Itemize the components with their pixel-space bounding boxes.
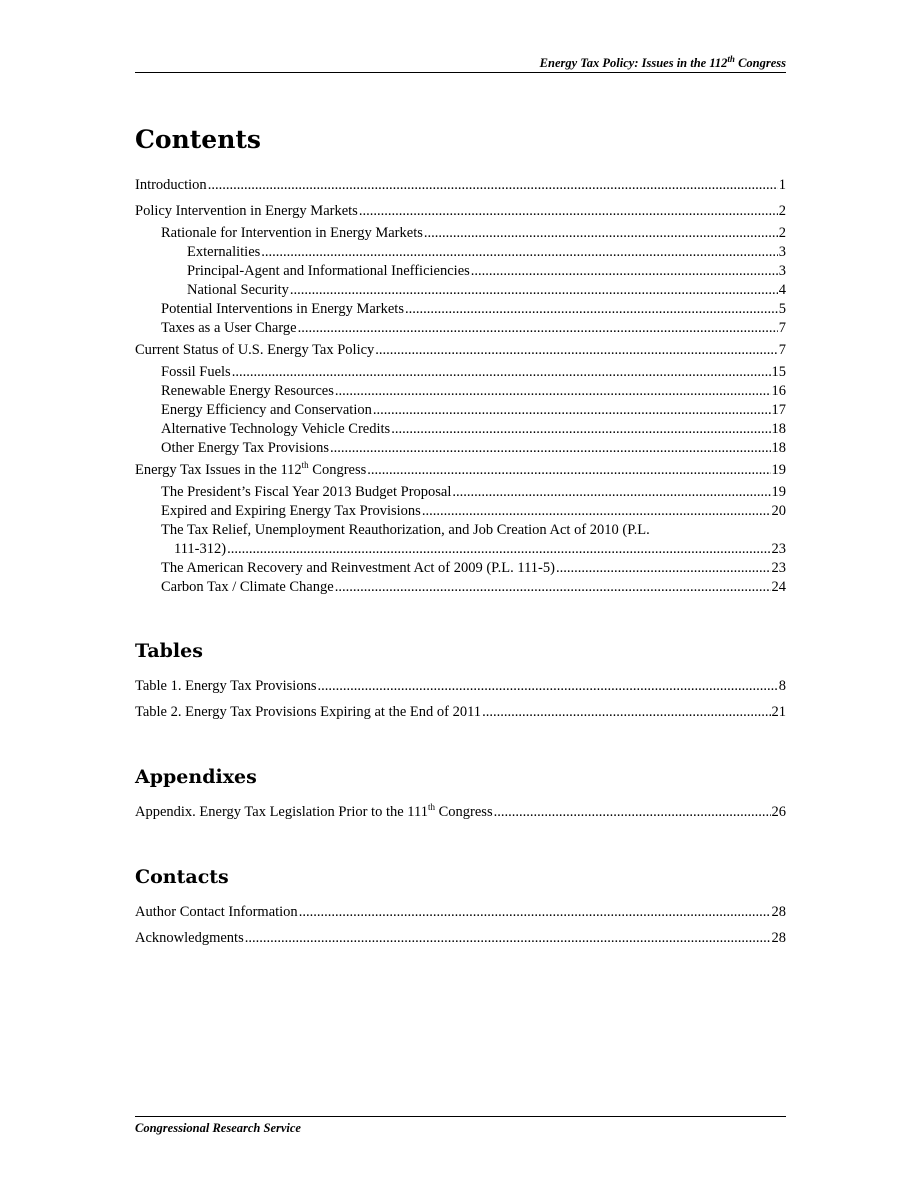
dot-leader [375,341,777,360]
toc-entry[interactable] [135,803,786,822]
toc-entry[interactable] [135,461,786,480]
toc-entry-page: 28 [771,930,786,946]
dot-leader [317,677,777,696]
header-rule [135,72,786,73]
toc-entry-page: 5 [778,301,786,317]
running-header-title: Energy Tax Policy: Issues in the 112 [539,56,728,70]
toc-entry-title: The Tax Relief, Unemployment Reauthorization, and Job Creation Act of 2010 (P.L. [161,522,650,538]
toc-entry[interactable] [135,176,786,195]
dot-leader [335,578,771,597]
dot-leader [471,262,778,281]
running-header [135,53,786,71]
toc-entry[interactable] [161,319,786,338]
toc-entry[interactable] [135,903,786,922]
dot-leader [482,703,770,722]
toc-entry-page: 1 [778,177,786,193]
dot-leader [359,202,778,221]
toc-entry-superscript: th [301,460,309,471]
toc-entry-title-continued: 111-312) [174,541,227,557]
toc-entry-page: 17 [771,402,786,418]
toc-entry[interactable] [135,202,786,221]
toc-entry-title: The American Recovery and Reinvestment Act of 2009 (P.L. 111-5) [161,560,555,576]
dot-leader [373,401,771,420]
toc-entry[interactable] [161,363,786,382]
toc-entry[interactable] [161,382,786,401]
toc-entry-title-end: Congress [308,462,367,478]
toc-entry[interactable] [187,243,786,262]
toc-entry-page: 7 [778,320,786,336]
dot-leader [299,903,771,922]
footer-rule [135,1116,786,1117]
toc-entry-title: Table 2. Energy Tax Provisions Expiring at the End of 2011 [135,704,482,720]
toc-entry-title: Other Energy Tax Provisions [161,440,330,456]
toc-entry-title: Renewable Energy Resources [161,383,334,399]
tables-heading: Tables [135,640,203,662]
toc-entry[interactable] [161,439,786,458]
tables-list [135,677,786,722]
toc-entry-title: Introduction [135,177,207,193]
toc-entry[interactable] [161,521,786,559]
toc-entry[interactable] [187,262,786,281]
toc-entry-superscript: th [427,802,435,813]
toc-entry[interactable] [161,559,786,578]
running-header-title-end: Congress [734,56,786,70]
dot-leader [391,420,770,439]
dot-leader [208,176,778,195]
contacts-heading: Contacts [135,866,229,888]
toc-entry[interactable] [135,703,786,722]
dot-leader [405,300,778,319]
toc-entry-page: 8 [778,678,786,694]
toc-entry-title: Expired and Expiring Energy Tax Provisions [161,503,421,519]
toc-entry-title: Table 1. Energy Tax Provisions [135,678,317,694]
contents-list [135,176,786,597]
toc-entry[interactable] [187,281,786,300]
toc-entry[interactable] [135,341,786,360]
running-header-superscript: th [727,53,735,64]
toc-entry-title: Carbon Tax / Climate Change [161,579,334,595]
appendixes-list [135,803,786,822]
toc-entry-page: 20 [771,503,786,519]
dot-leader [261,243,777,262]
toc-entry-page: 3 [778,263,786,279]
contacts-list [135,903,786,948]
toc-entry-page: 23 [771,541,786,557]
toc-entry-page: 4 [778,282,786,298]
toc-entry-title [135,803,493,822]
toc-entry-page: 15 [771,364,786,380]
toc-entry-title-end: Congress [434,804,493,820]
toc-entry-title: National Security [187,282,289,298]
toc-entry-title: Rationale for Intervention in Energy Markets [161,225,423,241]
toc-entry-page: 19 [771,462,786,478]
toc-entry-page: 18 [771,440,786,456]
dot-leader [298,319,778,338]
toc-entry-title: Author Contact Information [135,904,298,920]
toc-entry-title [135,461,366,480]
toc-entry-title: Fossil Fuels [161,364,231,380]
toc-entry-title-text: Appendix. Energy Tax Legislation Prior to the 111 [135,804,428,820]
toc-entry-title: Externalities [187,244,261,260]
toc-entry-title: Current Status of U.S. Energy Tax Policy [135,342,375,358]
toc-entry[interactable] [161,224,786,243]
toc-entry-page: 7 [778,342,786,358]
toc-entry-page: 21 [771,704,786,720]
dot-leader [556,559,771,578]
toc-entry[interactable] [161,483,786,502]
toc-entry-title-text: Energy Tax Issues in the 112 [135,462,302,478]
toc-entry-title: Alternative Technology Vehicle Credits [161,421,391,437]
dot-leader [422,502,771,521]
dot-leader [452,483,770,502]
toc-entry-page: 24 [771,579,786,595]
dot-leader [367,461,770,480]
toc-entry-title: Acknowledgments [135,930,244,946]
toc-entry-title: Policy Intervention in Energy Markets [135,203,358,219]
dot-leader [330,439,770,458]
toc-entry-title: Taxes as a User Charge [161,320,297,336]
toc-entry-page: 18 [771,421,786,437]
toc-entry[interactable] [135,677,786,696]
appendixes-heading: Appendixes [135,766,257,788]
toc-entry[interactable] [161,420,786,439]
toc-entry[interactable] [161,300,786,319]
dot-leader [335,382,771,401]
dot-leader [424,224,778,243]
dot-leader [494,803,771,822]
running-footer: Congressional Research Service [135,1121,301,1135]
toc-entry-page: 2 [778,225,786,241]
dot-leader [232,363,771,382]
toc-entry-page: 23 [771,560,786,576]
toc-entry-title: Energy Efficiency and Conservation [161,402,372,418]
toc-entry-title: Principal-Agent and Informational Inefficiencies [187,263,470,279]
toc-entry-title: Potential Interventions in Energy Markets [161,301,404,317]
toc-entry-page: 28 [771,904,786,920]
toc-entry-page: 19 [771,484,786,500]
dot-leader [227,540,770,559]
toc-entry-continuation [161,540,786,559]
toc-entry[interactable] [161,401,786,420]
dot-leader [290,281,778,300]
toc-entry[interactable] [135,929,786,948]
dot-leader [245,929,771,948]
toc-entry[interactable] [161,502,786,521]
toc-entry[interactable] [161,578,786,597]
toc-entry-title: The President’s Fiscal Year 2013 Budget Proposal [161,484,452,500]
contents-heading: Contents [135,125,262,154]
toc-entry-page: 2 [778,203,786,219]
toc-entry-page: 16 [771,383,786,399]
toc-entry-page: 26 [771,804,786,820]
toc-entry-page: 3 [778,244,786,260]
